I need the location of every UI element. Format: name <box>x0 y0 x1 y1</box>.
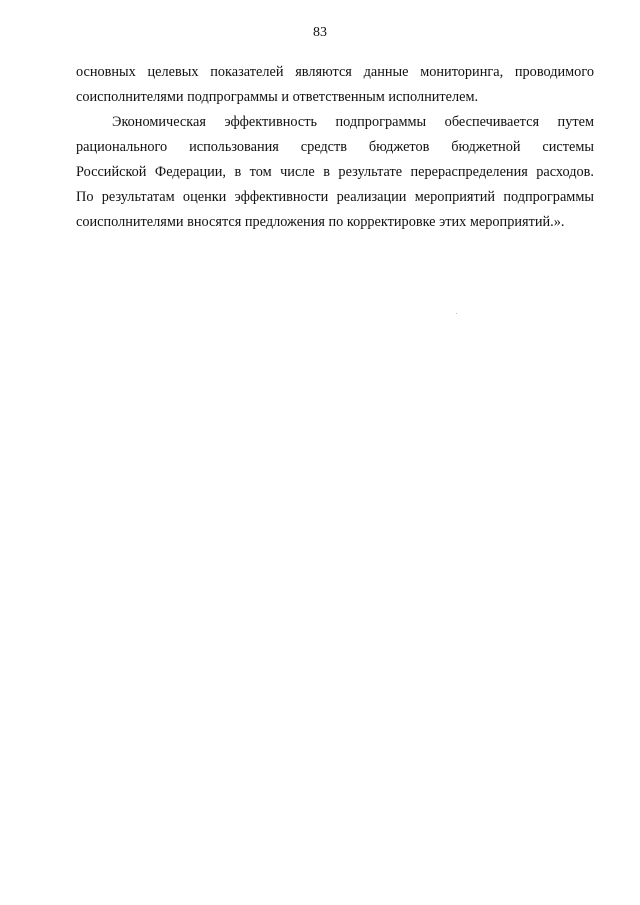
scan-speck <box>456 313 457 314</box>
text-line: Российской Федерации, в том числе в результате перераспределения расходов. <box>76 164 594 180</box>
text-line: соисполнителями подпрограммы и ответственным исполнителем. <box>76 89 479 105</box>
text-line: соисполнителями вносятся предложения по корректировке этих мероприятий.». <box>76 214 565 230</box>
efficiency-paragraph <box>76 110 594 235</box>
text-line: По результатам оценки эффективности реализации мероприятий подпрограммы <box>76 189 594 205</box>
continuation-paragraph <box>76 60 594 110</box>
page-number: 83 <box>313 25 327 40</box>
text-line: основных целевых показателей являются данные мониторинга, проводимого <box>76 64 594 80</box>
text-line: рационального использования средств бюджетов бюджетной системы <box>76 139 594 155</box>
text-line: Экономическая эффективность подпрограммы обеспечивается путем <box>112 114 594 130</box>
document-body <box>76 60 594 235</box>
